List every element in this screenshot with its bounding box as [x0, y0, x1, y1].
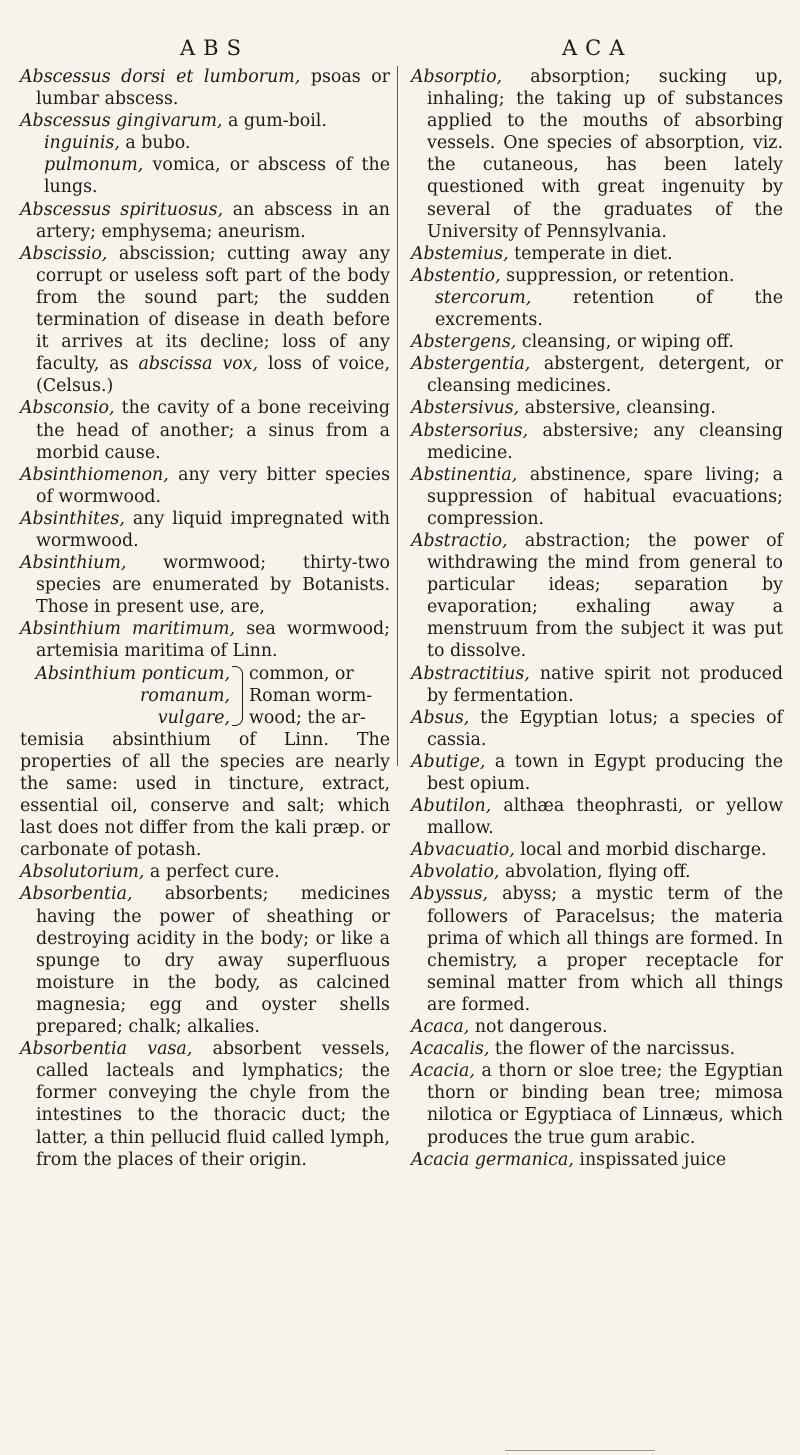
dictionary-entry: [20, 464, 390, 508]
definition: not dangerous.: [469, 1017, 608, 1038]
definition: absorbents; medicines having the power of sheathing or destroying acidity in the body; or like a spunge to dry away superfluous moisture in the body, as calcined magnesia; egg and oyster shells prepared; chalk; alkalies.: [36, 884, 390, 1038]
definition: abstraction; the power of withdrawing the mind from general to particular ideas; separation by evaporation; exhaling away a menstruum from the subject it was put to dissolve.: [427, 530, 783, 662]
definition: abvolation, flying off.: [499, 862, 691, 883]
dictionary-entry: [411, 353, 783, 397]
dictionary-entry: [20, 243, 390, 398]
headword: Absinthium,: [20, 553, 127, 574]
running-head: [0, 36, 800, 64]
dictionary-entry: [411, 795, 783, 839]
running-head-left: ABS: [180, 36, 249, 60]
dictionary-entry: [411, 530, 783, 663]
definition: temperate in diet.: [508, 243, 673, 264]
headword: Abscessus gingivarum,: [20, 111, 223, 132]
definition: cleansing, or wiping off.: [516, 332, 734, 353]
bottom-rule: [505, 1450, 655, 1451]
definition: the flower of the narcissus.: [489, 1039, 736, 1060]
bracket-line: Roman worm-: [249, 685, 373, 706]
headword: Acacalis,: [411, 1039, 490, 1060]
headword: Abvolatio,: [411, 862, 500, 883]
definition: abstersive; any cleansing medicine.: [427, 420, 783, 463]
definition: retention of the excrements.: [435, 287, 783, 331]
definition: a bubo.: [119, 133, 191, 154]
definition: a thorn or sloe tree; the Egyptian thorn or binding bean tree; mimosa nilotica or Egyptiaca of Linnæus, which produces the true gum arabic.: [427, 1061, 783, 1148]
headword: Abscissio,: [20, 243, 108, 264]
dictionary-entry: [20, 66, 390, 110]
headword: Abvacuatio,: [411, 840, 515, 861]
headword: Abstergens,: [411, 332, 517, 353]
dictionary-entry: [411, 265, 783, 287]
headword: Abstentio,: [411, 265, 501, 286]
definition: abscission; cutting away any corrupt or useless soft part of the body from the sound part; the sudden termination of disease in death before it arrives at its decline; loss of any faculty, as: [36, 243, 390, 375]
headword: pulmonum,: [44, 155, 144, 176]
curly-bracket: [232, 666, 243, 726]
definition: suppression, or retention.: [500, 265, 735, 286]
dictionary-entry: [20, 618, 390, 662]
dictionary-entry: [411, 1038, 783, 1060]
headword: Absolutorium,: [20, 862, 145, 883]
dictionary-entry: [20, 508, 390, 552]
headword: Absorbentia vasa,: [20, 1039, 193, 1060]
definition: vomica, or abscess of the lungs.: [44, 155, 390, 198]
definition: abstinence, spare living; a suppression of habitual evacuations; compression.: [427, 464, 783, 529]
headword: Abstersorius,: [411, 420, 529, 441]
dictionary-entry: [411, 287, 783, 331]
definition: a gum-boil.: [222, 111, 327, 132]
bracket-term: vulgare,: [157, 707, 230, 728]
headword: Acacia,: [411, 1061, 475, 1082]
headword: Abyssus,: [411, 884, 489, 905]
headword: Absus,: [411, 707, 470, 728]
headword: Abstergentia,: [411, 354, 531, 375]
definition: local and morbid discharge.: [514, 840, 767, 861]
definition: the cavity of a bone receiving the head of another; a sinus from a morbid cause.: [36, 398, 390, 463]
definition: loss of voice, (Celsus.): [36, 354, 391, 397]
headword: Absinthiomenon,: [20, 464, 169, 485]
dictionary-entry: [411, 397, 783, 419]
dictionary-entry: [20, 552, 390, 618]
dictionary-entry: [20, 883, 390, 1038]
bracket-entry: [20, 663, 390, 729]
dictionary-entry: [20, 397, 390, 463]
dictionary-entry: [411, 1149, 783, 1171]
dictionary-entry: [20, 1038, 390, 1171]
bracket-terms: [20, 663, 230, 729]
bracket-line: wood; the ar-: [249, 707, 366, 728]
bracket-term: Absinthium ponticum,: [35, 663, 230, 684]
definition: wormwood; thirty-two species are enumerated by Botanists. Those in present use, are,: [36, 553, 390, 618]
dictionary-entry: [20, 132, 390, 154]
definition: an abscess in an artery; emphysema; aneurism.: [36, 199, 390, 242]
headword: Abstractio,: [411, 530, 508, 551]
headword: Abscessus spirituosus,: [20, 199, 224, 220]
headword: Abstersivus,: [411, 398, 520, 419]
bracket-term: romanum,: [139, 685, 230, 706]
headword: Acacia germanica,: [411, 1149, 574, 1170]
headword: Abstinentia,: [411, 464, 518, 485]
dictionary-entry: [411, 861, 783, 883]
headword: Abutige,: [411, 751, 486, 772]
definition: sea wormwood; artemisia maritima of Linn.: [36, 619, 391, 662]
dictionary-entry: [411, 883, 783, 1016]
headword: Acaca,: [411, 1017, 470, 1038]
column-divider: [397, 66, 398, 766]
dictionary-entry: [20, 199, 390, 243]
headword: Absinthium maritimum,: [20, 619, 236, 640]
definition: abyss; a mystic term of the followers of Paracelsus; the materia prima of which all things are formed. In chemistry, a proper receptacle for seminal matter from which all things are formed.: [427, 884, 783, 1015]
headword: stercorum,: [435, 287, 532, 308]
dictionary-entry: [411, 331, 783, 353]
bracket-definition: [249, 663, 390, 729]
dictionary-entry: [411, 707, 783, 751]
dictionary-entry: [20, 154, 390, 198]
headword: Absorbentia,: [20, 884, 133, 905]
definition: native spirit not produced by fermentation.: [427, 663, 783, 706]
definition: abstergent, detergent, or cleansing medicines.: [427, 354, 783, 397]
bracket-line: common, or: [249, 663, 354, 684]
headword: Abstemius,: [411, 243, 509, 264]
dictionary-entry: [411, 1016, 783, 1038]
dictionary-entry: [411, 751, 783, 795]
right-column: [411, 66, 783, 1171]
dictionary-entry: [20, 861, 390, 883]
definition: a perfect cure.: [144, 862, 280, 883]
definition: any liquid impregnated with wormwood.: [36, 508, 390, 551]
dictionary-entry: [411, 1060, 783, 1148]
definition: abstersive, cleansing.: [519, 398, 716, 419]
dictionary-entry: [411, 663, 783, 707]
definition: inspissated juice: [573, 1149, 727, 1170]
headword: inguinis,: [44, 133, 120, 154]
dictionary-entry: [411, 839, 783, 861]
definition: any very bitter species of wormwood.: [36, 464, 390, 507]
headword: abscissa vox,: [138, 354, 259, 375]
definition: the Egyptian lotus; a species of cassia.: [427, 707, 783, 750]
definition: psoas or lumbar abscess.: [36, 67, 390, 110]
dictionary-entry: [411, 243, 783, 265]
headword: Abutilon,: [411, 796, 492, 817]
dictionary-entry: [20, 110, 390, 132]
left-column: [20, 66, 390, 1171]
dictionary-entry: [411, 464, 783, 530]
dictionary-entry: [411, 66, 783, 243]
headword: Abscessus dorsi et lumborum,: [20, 67, 301, 87]
headword: Absorptio,: [411, 67, 503, 87]
headword: Absinthites,: [20, 508, 125, 529]
bracket-entry-continuation: temisia absinthium of Linn. The properties of all the species are nearly the same: used in tincture, extract, essential oil, conserve and salt; which last does not differ from the kali præp. or carbonate of potash.: [20, 729, 390, 861]
definition: a town in Egypt producing the best opium.: [427, 751, 783, 794]
running-head-right: ACA: [562, 36, 633, 60]
headword: Abstractitius,: [411, 663, 530, 684]
headword: Absconsio,: [20, 398, 115, 419]
definition: absorbent vessels, called lacteals and lymphatics; the former conveying the chyle from the intestines to the thoracic duct; the latter, a thin pellucid fluid called lymph, from the places of their origin.: [36, 1039, 391, 1170]
dictionary-entry: [411, 420, 783, 464]
definition: absorption; sucking up, inhaling; the taking up of substances applied to the mouths of absorbing vessels. One species of absorption, viz. the cutaneous, has been lately questioned with great ingenuity by several of the graduates of the University of Pennsylvania.: [427, 67, 783, 242]
definition: althæa theophrasti, or yellow mallow.: [427, 796, 783, 839]
